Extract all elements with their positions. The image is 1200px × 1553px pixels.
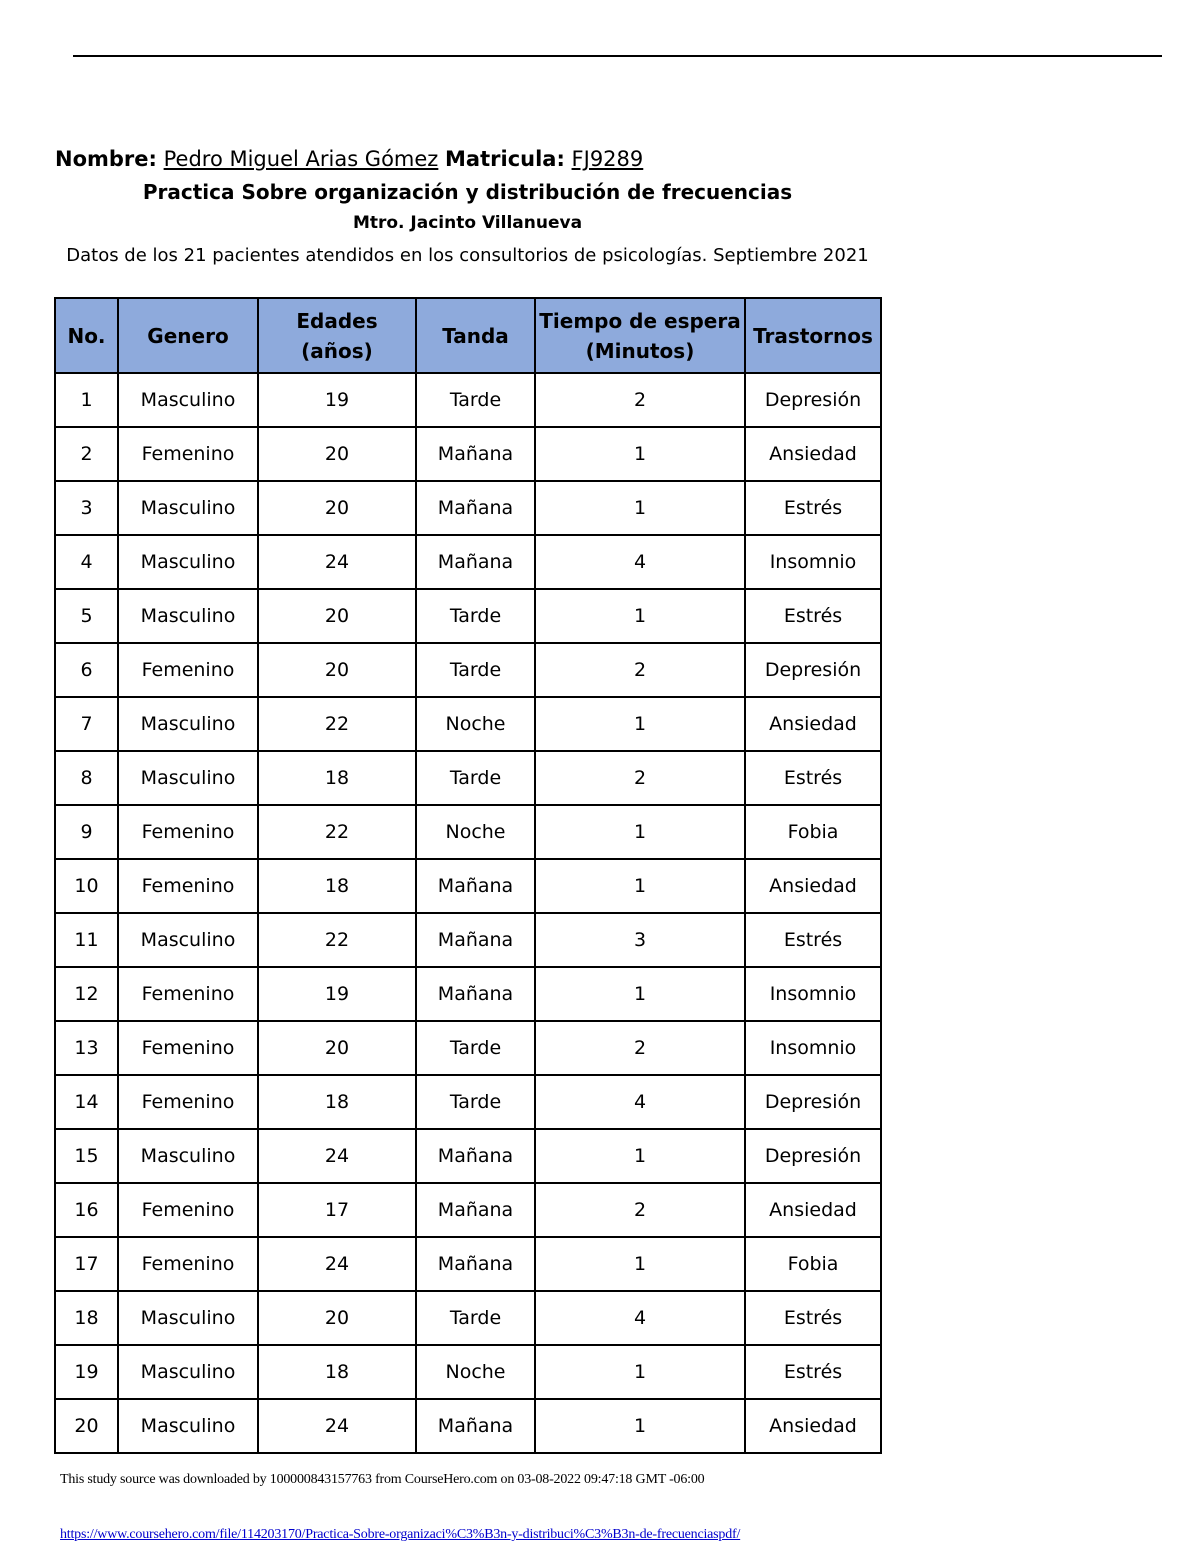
table-row [55, 751, 881, 805]
table-cell: 4 [535, 535, 745, 589]
table-cell: 19 [258, 967, 416, 1021]
student-line [55, 144, 875, 174]
table-cell: Estrés [745, 913, 881, 967]
table-cell: Fobia [745, 805, 881, 859]
table-cell: Femenino [118, 967, 258, 1021]
table-cell: Depresión [745, 643, 881, 697]
table-cell: 9 [55, 805, 118, 859]
table-cell: 17 [258, 1183, 416, 1237]
table-row [55, 1021, 881, 1075]
table-cell: Femenino [118, 805, 258, 859]
table-row [55, 1075, 881, 1129]
table-cell: Ansiedad [745, 1399, 881, 1453]
table-cell: Mañana [416, 427, 535, 481]
table-cell: Mañana [416, 1183, 535, 1237]
table-body [55, 373, 881, 1453]
table-cell: Insomnio [745, 967, 881, 1021]
table-cell: Tarde [416, 1291, 535, 1345]
table-row [55, 859, 881, 913]
table-cell: 18 [55, 1291, 118, 1345]
table-cell: 20 [55, 1399, 118, 1453]
table-cell: 22 [258, 697, 416, 751]
table-cell: 17 [55, 1237, 118, 1291]
table-cell: 2 [535, 373, 745, 427]
table-cell: Mañana [416, 967, 535, 1021]
table-cell: Masculino [118, 1291, 258, 1345]
table-cell: Femenino [118, 1075, 258, 1129]
table-cell: 3 [55, 481, 118, 535]
table-cell: 18 [258, 859, 416, 913]
table-cell: Masculino [118, 1345, 258, 1399]
table-cell: Masculino [118, 1399, 258, 1453]
table-cell: Noche [416, 697, 535, 751]
table-cell: 2 [535, 1183, 745, 1237]
table-cell: 20 [258, 643, 416, 697]
table-cell: 12 [55, 967, 118, 1021]
table-row [55, 1345, 881, 1399]
table-cell: 18 [258, 751, 416, 805]
table-cell: Estrés [745, 1291, 881, 1345]
table-cell: Tarde [416, 373, 535, 427]
table-row [55, 589, 881, 643]
table-row [55, 805, 881, 859]
table-cell: 20 [258, 1291, 416, 1345]
table-cell: 1 [535, 859, 745, 913]
table-cell: 20 [258, 589, 416, 643]
table-cell: Estrés [745, 481, 881, 535]
table-cell: Estrés [745, 589, 881, 643]
table-cell: Insomnio [745, 535, 881, 589]
table-cell: Mañana [416, 481, 535, 535]
table-cell: 14 [55, 1075, 118, 1129]
table-cell: 1 [535, 1129, 745, 1183]
table-row [55, 1399, 881, 1453]
table-cell: Femenino [118, 643, 258, 697]
column-header: Genero [118, 298, 258, 373]
table-cell: Masculino [118, 751, 258, 805]
table-cell: 18 [258, 1075, 416, 1129]
table-row [55, 967, 881, 1021]
table-cell: 1 [535, 1345, 745, 1399]
table-cell: 19 [55, 1345, 118, 1399]
teacher-name: Mtro. Jacinto Villanueva [352, 213, 583, 233]
table-cell: 16 [55, 1183, 118, 1237]
table-row [55, 373, 881, 427]
name-value: Pedro Miguel Arias Gómez [163, 147, 439, 171]
table-cell: 24 [258, 535, 416, 589]
table-cell: 1 [535, 805, 745, 859]
table-cell: Masculino [118, 535, 258, 589]
table-cell: 1 [535, 427, 745, 481]
table-cell: Tarde [416, 1075, 535, 1129]
table-cell: 4 [535, 1291, 745, 1345]
table-cell: 1 [535, 1399, 745, 1453]
table-cell: Femenino [118, 427, 258, 481]
table-cell: 20 [258, 427, 416, 481]
table-cell: Masculino [118, 913, 258, 967]
table-cell: 24 [258, 1129, 416, 1183]
patients-table [54, 297, 882, 1454]
table-cell: Tarde [416, 589, 535, 643]
table-cell: Mañana [416, 1399, 535, 1453]
table-cell: Depresión [745, 1129, 881, 1183]
table-cell: Noche [416, 1345, 535, 1399]
document-title: Practica Sobre organización y distribución de frecuencias [142, 180, 793, 204]
table-row [55, 1291, 881, 1345]
table-cell: Mañana [416, 535, 535, 589]
table-cell: 19 [258, 373, 416, 427]
table-cell: 2 [535, 643, 745, 697]
table-cell: 20 [258, 481, 416, 535]
table-cell: 20 [258, 1021, 416, 1075]
table-cell: 5 [55, 589, 118, 643]
table-cell: Estrés [745, 1345, 881, 1399]
column-header: Tiempo de espera (Minutos) [535, 298, 745, 373]
table-cell: 1 [55, 373, 118, 427]
top-rule [73, 55, 1162, 57]
column-header: No. [55, 298, 118, 373]
table-cell: 22 [258, 913, 416, 967]
table-cell: Ansiedad [745, 1183, 881, 1237]
table-cell: 1 [535, 1237, 745, 1291]
table-caption: Datos de los 21 pacientes atendidos en los consultorios de psicologías. Septiembre 2021 [66, 245, 869, 266]
table-cell: Tarde [416, 643, 535, 697]
source-link[interactable]: https://www.coursehero.com/file/114203170/Practica-Sobre-organizaci%C3%B3n-y-distribuci%C3%B3n-de-frecuenciaspdf/ [60, 1527, 741, 1542]
table-cell: Estrés [745, 751, 881, 805]
table-cell: 1 [535, 481, 745, 535]
table-cell: 13 [55, 1021, 118, 1075]
table-cell: Masculino [118, 481, 258, 535]
column-header: Tanda [416, 298, 535, 373]
table-cell: Femenino [118, 1237, 258, 1291]
table-row [55, 481, 881, 535]
table-row [55, 697, 881, 751]
table-cell: Insomnio [745, 1021, 881, 1075]
table-cell: Mañana [416, 913, 535, 967]
table-cell: Tarde [416, 1021, 535, 1075]
table-cell: 1 [535, 589, 745, 643]
table-cell: Masculino [118, 373, 258, 427]
table-cell: Masculino [118, 697, 258, 751]
table-row [55, 1183, 881, 1237]
table-cell: Masculino [118, 1129, 258, 1183]
table-cell: 18 [258, 1345, 416, 1399]
download-note: This study source was downloaded by 100000843157763 from CourseHero.com on 03-08-2022 09:47:18 GMT -06:00 [60, 1472, 705, 1487]
table-cell: 2 [55, 427, 118, 481]
table-row [55, 913, 881, 967]
column-header: Edades (años) [258, 298, 416, 373]
table-header-row [55, 298, 881, 373]
id-label: Matricula: [445, 147, 565, 171]
name-label: Nombre: [55, 147, 157, 171]
table-cell: Ansiedad [745, 697, 881, 751]
table-cell: Mañana [416, 1237, 535, 1291]
table-cell: Femenino [118, 1021, 258, 1075]
table-row [55, 535, 881, 589]
table-cell: 2 [535, 751, 745, 805]
table-cell: 4 [535, 1075, 745, 1129]
table-row [55, 1237, 881, 1291]
table-cell: Mañana [416, 859, 535, 913]
table-cell: 2 [535, 1021, 745, 1075]
table-cell: Fobia [745, 1237, 881, 1291]
table-cell: Tarde [416, 751, 535, 805]
table-cell: 22 [258, 805, 416, 859]
table-row [55, 643, 881, 697]
table-cell: Depresión [745, 1075, 881, 1129]
table-cell: Mañana [416, 1129, 535, 1183]
table-cell: Ansiedad [745, 859, 881, 913]
table-cell: 1 [535, 967, 745, 1021]
table-cell: 24 [258, 1237, 416, 1291]
table-cell: 3 [535, 913, 745, 967]
table-row [55, 427, 881, 481]
table-cell: 24 [258, 1399, 416, 1453]
id-value: FJ9289 [571, 147, 644, 171]
table-cell: 11 [55, 913, 118, 967]
table-cell: 7 [55, 697, 118, 751]
table-row [55, 1129, 881, 1183]
table-cell: 8 [55, 751, 118, 805]
table-cell: 6 [55, 643, 118, 697]
table-cell: 10 [55, 859, 118, 913]
table-cell: 4 [55, 535, 118, 589]
table-cell: Femenino [118, 859, 258, 913]
table-cell: Noche [416, 805, 535, 859]
table-cell: 1 [535, 697, 745, 751]
table-cell: Depresión [745, 373, 881, 427]
table-cell: Ansiedad [745, 427, 881, 481]
table-cell: Femenino [118, 1183, 258, 1237]
table-cell: 15 [55, 1129, 118, 1183]
table-cell: Masculino [118, 589, 258, 643]
column-header: Trastornos [745, 298, 881, 373]
